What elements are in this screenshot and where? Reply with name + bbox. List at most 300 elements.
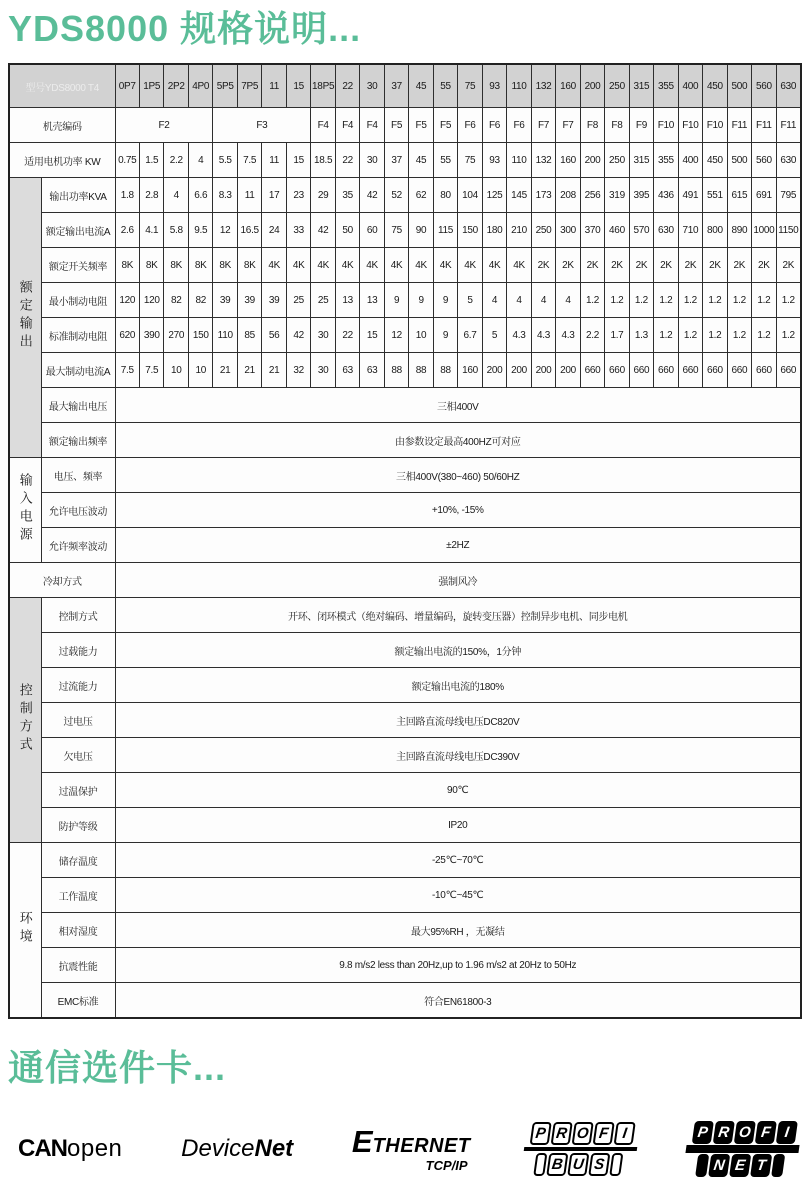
data-cell: 8K xyxy=(188,248,212,283)
page-title: YDS8000 规格说明... xyxy=(8,8,362,49)
data-cell: 21 xyxy=(262,353,286,388)
data-cell: 2.8 xyxy=(140,178,164,213)
data-cell: 60 xyxy=(360,213,384,248)
section-title-comm-cards: 通信选件卡... xyxy=(8,1046,227,1088)
spec-row xyxy=(9,143,801,178)
data-cell: 615 xyxy=(727,178,751,213)
data-cell: 39 xyxy=(213,283,237,318)
row-label: 额定输出频率 xyxy=(41,423,115,458)
row-value: 主回路直流母线电压DC820V xyxy=(115,703,801,738)
data-cell: 5.8 xyxy=(164,213,188,248)
data-cell: 30 xyxy=(360,143,384,178)
letter-box-stub xyxy=(771,1154,785,1177)
data-cell: 2K xyxy=(678,248,702,283)
data-cell: 200 xyxy=(531,353,555,388)
spec-row xyxy=(9,633,801,668)
data-cell: 75 xyxy=(384,213,408,248)
data-cell: 30 xyxy=(311,318,335,353)
spec-row xyxy=(9,178,801,213)
data-cell: 8K xyxy=(164,248,188,283)
data-cell: F5 xyxy=(384,108,408,143)
data-cell: 390 xyxy=(140,318,164,353)
data-cell: 200 xyxy=(482,353,506,388)
page xyxy=(0,6,810,1174)
spec-row xyxy=(9,64,801,108)
data-cell: 110 xyxy=(507,143,531,178)
data-cell: 6.7 xyxy=(458,318,482,353)
data-cell: 1.2 xyxy=(776,318,801,353)
row-label: 适用电机功率 KW xyxy=(9,143,115,178)
row-label: 工作温度 xyxy=(41,878,115,913)
row-value: 额定输出电流的150%，1分钟 xyxy=(115,633,801,668)
row-value: 由参数设定最高400HZ可对应 xyxy=(115,423,801,458)
data-cell: F10 xyxy=(703,108,727,143)
row-value: -10℃~45℃ xyxy=(115,878,801,913)
data-cell: 1.2 xyxy=(678,318,702,353)
data-cell: 7.5 xyxy=(140,353,164,388)
ethernet-logo-rest: THERNET xyxy=(372,1134,471,1157)
data-cell: 150 xyxy=(188,318,212,353)
data-cell: 160 xyxy=(556,143,580,178)
data-cell: F7 xyxy=(531,108,555,143)
row-label: 机壳编码 xyxy=(9,108,115,143)
letter-box: R xyxy=(713,1121,735,1144)
data-cell: 4K xyxy=(335,248,359,283)
data-cell: 200 xyxy=(556,353,580,388)
data-cell: 11 xyxy=(262,143,286,178)
group-label: 输入电源 xyxy=(9,458,41,563)
data-cell: 150 xyxy=(458,213,482,248)
data-cell: F6 xyxy=(458,108,482,143)
data-cell: 55 xyxy=(433,143,457,178)
data-cell: 9.5 xyxy=(188,213,212,248)
spec-row xyxy=(9,668,801,703)
canopen-logo-light-text: open xyxy=(67,1134,123,1162)
letter-box: P xyxy=(692,1121,714,1144)
profinet-bottom-letters xyxy=(708,1154,772,1177)
row-label: 电压、频率 xyxy=(41,458,115,493)
data-cell: 1.2 xyxy=(703,318,727,353)
letter-box: N xyxy=(708,1154,730,1177)
data-cell: 4K xyxy=(507,248,531,283)
data-cell: 180 xyxy=(482,213,506,248)
data-cell: 4K xyxy=(458,248,482,283)
spec-row xyxy=(9,703,801,738)
data-cell: 200 xyxy=(507,353,531,388)
data-cell: 2K xyxy=(654,248,678,283)
data-cell: 560 xyxy=(752,143,776,178)
data-cell: F5 xyxy=(433,108,457,143)
data-cell: 42 xyxy=(360,178,384,213)
ethernet-logo-initial: E xyxy=(351,1123,373,1159)
spec-row xyxy=(9,808,801,843)
spec-row xyxy=(9,983,801,1018)
data-cell: 32 xyxy=(286,353,310,388)
data-cell: 300 xyxy=(556,213,580,248)
data-cell: 256 xyxy=(580,178,604,213)
column-header-cell: 30 xyxy=(360,64,384,108)
data-cell: 5 xyxy=(458,283,482,318)
data-cell: 13 xyxy=(360,283,384,318)
data-cell: 30 xyxy=(311,353,335,388)
data-cell: 8K xyxy=(213,248,237,283)
data-cell: 436 xyxy=(654,178,678,213)
spec-row xyxy=(9,318,801,353)
data-cell: 660 xyxy=(752,353,776,388)
group-label: 额定输出 xyxy=(9,178,41,458)
data-cell: 88 xyxy=(409,353,433,388)
data-cell: 10 xyxy=(164,353,188,388)
column-header-cell: 93 xyxy=(482,64,506,108)
data-cell: F6 xyxy=(507,108,531,143)
data-cell: F7 xyxy=(556,108,580,143)
data-cell: F10 xyxy=(654,108,678,143)
data-cell: 75 xyxy=(458,143,482,178)
canopen-logo-bold-text: CAN xyxy=(18,1134,67,1162)
data-cell: 160 xyxy=(458,353,482,388)
devicenet-logo xyxy=(181,1135,293,1163)
data-cell: 1.2 xyxy=(678,283,702,318)
data-cell: 63 xyxy=(335,353,359,388)
data-cell: 11 xyxy=(237,178,261,213)
data-cell: 660 xyxy=(580,353,604,388)
data-cell: 9 xyxy=(409,283,433,318)
data-cell: 620 xyxy=(115,318,139,353)
data-cell: 120 xyxy=(115,283,139,318)
letter-box: R xyxy=(551,1122,573,1145)
data-cell: 1000 xyxy=(752,213,776,248)
column-header-cell: 15 xyxy=(286,64,310,108)
row-value: 额定输出电流的180% xyxy=(115,668,801,703)
spec-row xyxy=(9,423,801,458)
column-header-cell: 55 xyxy=(433,64,457,108)
data-cell: 21 xyxy=(237,353,261,388)
data-cell: 1.2 xyxy=(727,283,751,318)
row-label: EMC标准 xyxy=(41,983,115,1018)
data-cell: 110 xyxy=(213,318,237,353)
data-cell: 2K xyxy=(752,248,776,283)
data-cell: 4K xyxy=(433,248,457,283)
profinet-logo xyxy=(687,1121,798,1177)
model-header-label: 型号YDS8000 T4 xyxy=(9,64,115,108)
data-cell: 660 xyxy=(727,353,751,388)
data-cell: 82 xyxy=(164,283,188,318)
data-cell: 115 xyxy=(433,213,457,248)
profibus-bottom-letters xyxy=(546,1153,610,1176)
data-cell: 2K xyxy=(556,248,580,283)
data-cell: 8.3 xyxy=(213,178,237,213)
spec-row xyxy=(9,248,801,283)
column-header-cell: 0P7 xyxy=(115,64,139,108)
column-header-cell: 132 xyxy=(531,64,555,108)
profibus-logo xyxy=(525,1122,636,1176)
data-cell: 1.2 xyxy=(752,283,776,318)
column-header-cell: 75 xyxy=(458,64,482,108)
row-value: 主回路直流母线电压DC390V xyxy=(115,738,801,773)
row-label: 额定开关频率 xyxy=(41,248,115,283)
letter-box-stub xyxy=(695,1154,709,1177)
data-cell: 62 xyxy=(409,178,433,213)
data-cell: 660 xyxy=(678,353,702,388)
data-cell: 460 xyxy=(605,213,629,248)
data-cell: 9 xyxy=(433,318,457,353)
data-cell: F2 xyxy=(115,108,213,143)
data-cell: 25 xyxy=(286,283,310,318)
data-cell: 24 xyxy=(262,213,286,248)
data-cell: 4 xyxy=(556,283,580,318)
devicenet-logo-regular-text: Device xyxy=(181,1134,255,1162)
data-cell: 42 xyxy=(286,318,310,353)
data-cell: 1.2 xyxy=(776,283,801,318)
data-cell: 4 xyxy=(507,283,531,318)
row-label: 最小制动电阻 xyxy=(41,283,115,318)
row-value: 最大95%RH ，无凝结 xyxy=(115,913,801,948)
letter-box: E xyxy=(729,1154,751,1177)
column-header-cell: 7P5 xyxy=(237,64,261,108)
data-cell: 42 xyxy=(311,213,335,248)
data-cell: 630 xyxy=(654,213,678,248)
column-header-cell: 560 xyxy=(752,64,776,108)
data-cell: 4K xyxy=(360,248,384,283)
spec-row xyxy=(9,388,801,423)
row-label: 冷却方式 xyxy=(9,563,115,598)
data-cell: 25 xyxy=(311,283,335,318)
ethernet-logo-tcpip: TCP/IP xyxy=(425,1157,468,1173)
data-cell: 23 xyxy=(286,178,310,213)
data-cell: 395 xyxy=(629,178,653,213)
data-cell: 800 xyxy=(703,213,727,248)
data-cell: 35 xyxy=(335,178,359,213)
data-cell: F4 xyxy=(360,108,384,143)
data-cell: 16.5 xyxy=(237,213,261,248)
letter-box: I xyxy=(614,1122,636,1145)
data-cell: 2K xyxy=(580,248,604,283)
data-cell: 4.3 xyxy=(531,318,555,353)
data-cell: 4 xyxy=(531,283,555,318)
data-cell: 5 xyxy=(482,318,506,353)
data-cell: 450 xyxy=(703,143,727,178)
data-cell: 39 xyxy=(237,283,261,318)
data-cell: 1.2 xyxy=(703,283,727,318)
row-label: 最大制动电流A xyxy=(41,353,115,388)
spec-row xyxy=(9,213,801,248)
column-header-cell: 110 xyxy=(507,64,531,108)
data-cell: 250 xyxy=(605,143,629,178)
data-cell: 1150 xyxy=(776,213,801,248)
column-header-cell: 37 xyxy=(384,64,408,108)
row-label: 允许频率波动 xyxy=(41,528,115,563)
spec-row xyxy=(9,458,801,493)
data-cell: 88 xyxy=(433,353,457,388)
data-cell: 22 xyxy=(335,318,359,353)
spec-row xyxy=(9,948,801,983)
row-label: 标准制动电阻 xyxy=(41,318,115,353)
data-cell: 6.6 xyxy=(188,178,212,213)
data-cell: 500 xyxy=(727,143,751,178)
data-cell: F3 xyxy=(213,108,311,143)
data-cell: 21 xyxy=(213,353,237,388)
data-cell: 270 xyxy=(164,318,188,353)
profinet-bar xyxy=(685,1145,799,1153)
data-cell: 9 xyxy=(384,283,408,318)
data-cell: 5.5 xyxy=(213,143,237,178)
data-cell: 39 xyxy=(262,283,286,318)
column-header-cell: 200 xyxy=(580,64,604,108)
data-cell: F4 xyxy=(335,108,359,143)
data-cell: 13 xyxy=(335,283,359,318)
data-cell: 37 xyxy=(384,143,408,178)
letter-box: T xyxy=(750,1154,772,1177)
data-cell: 82 xyxy=(188,283,212,318)
row-label: 过电压 xyxy=(41,703,115,738)
devicenet-logo-bold-text: Net xyxy=(254,1134,294,1162)
data-cell: 173 xyxy=(531,178,555,213)
data-cell: 208 xyxy=(556,178,580,213)
group-label: 环境 xyxy=(9,843,41,1018)
letter-box: O xyxy=(572,1122,594,1145)
data-cell: 15 xyxy=(360,318,384,353)
spec-row xyxy=(9,843,801,878)
data-cell: 200 xyxy=(580,143,604,178)
spec-row xyxy=(9,738,801,773)
data-cell: 890 xyxy=(727,213,751,248)
data-cell: 4 xyxy=(188,143,212,178)
data-cell: 660 xyxy=(654,353,678,388)
data-cell: 56 xyxy=(262,318,286,353)
row-value: ±2HZ xyxy=(115,528,801,563)
spec-row xyxy=(9,108,801,143)
data-cell: 1.2 xyxy=(629,283,653,318)
data-cell: 85 xyxy=(237,318,261,353)
profibus-bottom-row xyxy=(525,1153,631,1176)
row-value: IP20 xyxy=(115,808,801,843)
spec-row xyxy=(9,773,801,808)
data-cell: 2K xyxy=(531,248,555,283)
data-cell: 33 xyxy=(286,213,310,248)
column-header-cell: 4P0 xyxy=(188,64,212,108)
row-label: 过载能力 xyxy=(41,633,115,668)
data-cell: F11 xyxy=(776,108,801,143)
row-label: 允许电压波动 xyxy=(41,493,115,528)
row-label: 额定输出电流A xyxy=(41,213,115,248)
spec-row xyxy=(9,913,801,948)
column-header-cell: 250 xyxy=(605,64,629,108)
ethernet-logo-main xyxy=(351,1123,471,1159)
row-label: 欠电压 xyxy=(41,738,115,773)
data-cell: 4K xyxy=(384,248,408,283)
data-cell: F8 xyxy=(605,108,629,143)
row-label: 抗震性能 xyxy=(41,948,115,983)
letter-box-stub xyxy=(533,1153,547,1176)
spec-row xyxy=(9,528,801,563)
data-cell: F5 xyxy=(409,108,433,143)
data-cell: F6 xyxy=(482,108,506,143)
data-cell: 15 xyxy=(286,143,310,178)
data-cell: 370 xyxy=(580,213,604,248)
letter-box-stub xyxy=(609,1153,623,1176)
group-label: 控制方式 xyxy=(9,598,41,843)
data-cell: 2K xyxy=(605,248,629,283)
data-cell: F10 xyxy=(678,108,702,143)
data-cell: 2.6 xyxy=(115,213,139,248)
data-cell: 660 xyxy=(703,353,727,388)
column-header-cell: 400 xyxy=(678,64,702,108)
data-cell: 1.2 xyxy=(654,283,678,318)
data-cell: F11 xyxy=(752,108,776,143)
data-cell: 1.2 xyxy=(605,283,629,318)
data-cell: 22 xyxy=(335,143,359,178)
spec-row xyxy=(9,878,801,913)
profibus-top-row xyxy=(530,1122,636,1145)
data-cell: 1.2 xyxy=(727,318,751,353)
letter-box: F xyxy=(593,1122,615,1145)
data-cell: 2K xyxy=(629,248,653,283)
row-value: 三相400V xyxy=(115,388,801,423)
row-label: 储存温度 xyxy=(41,843,115,878)
data-cell: 2K xyxy=(727,248,751,283)
column-header-cell: 1P5 xyxy=(140,64,164,108)
column-header-cell: 18P5 xyxy=(311,64,335,108)
row-label: 过温保护 xyxy=(41,773,115,808)
data-cell: F11 xyxy=(727,108,751,143)
data-cell: 1.2 xyxy=(654,318,678,353)
column-header-cell: 11 xyxy=(262,64,286,108)
letter-box: I xyxy=(776,1121,798,1144)
data-cell: 7.5 xyxy=(115,353,139,388)
data-cell: 1.2 xyxy=(580,283,604,318)
data-cell: 570 xyxy=(629,213,653,248)
spec-row xyxy=(9,563,801,598)
data-cell: 17 xyxy=(262,178,286,213)
column-header-cell: 2P2 xyxy=(164,64,188,108)
data-cell: 12 xyxy=(213,213,237,248)
row-value: +10%, -15% xyxy=(115,493,801,528)
data-cell: F8 xyxy=(580,108,604,143)
row-label: 相对湿度 xyxy=(41,913,115,948)
row-label: 控制方式 xyxy=(41,598,115,633)
data-cell: 7.5 xyxy=(237,143,261,178)
column-header-cell: 355 xyxy=(654,64,678,108)
data-cell: 691 xyxy=(752,178,776,213)
data-cell: 63 xyxy=(360,353,384,388)
row-value: 符合EN61800-3 xyxy=(115,983,801,1018)
data-cell: 10 xyxy=(409,318,433,353)
data-cell: 120 xyxy=(140,283,164,318)
data-cell: 660 xyxy=(605,353,629,388)
row-value: 开环、闭环模式（绝对编码、增量编码，旋转变压器）控制异步电机、同步电机 xyxy=(115,598,801,633)
data-cell: 29 xyxy=(311,178,335,213)
profinet-top-row xyxy=(692,1121,798,1144)
data-cell: 660 xyxy=(776,353,801,388)
profinet-bottom-row xyxy=(687,1154,793,1177)
column-header-cell: 315 xyxy=(629,64,653,108)
data-cell: 18.5 xyxy=(311,143,335,178)
data-cell: 88 xyxy=(384,353,408,388)
data-cell: 4 xyxy=(164,178,188,213)
data-cell: 210 xyxy=(507,213,531,248)
letter-box: S xyxy=(588,1153,610,1176)
column-header-cell: 630 xyxy=(776,64,801,108)
ethernet-tcpip-logo xyxy=(351,1123,471,1173)
data-cell: F4 xyxy=(311,108,335,143)
row-value: 9.8 m/s2 less than 20Hz,up to 1.96 m/s2 at 20Hz to 50Hz xyxy=(115,948,801,983)
data-cell: 710 xyxy=(678,213,702,248)
data-cell: 132 xyxy=(531,143,555,178)
data-cell: 1.2 xyxy=(752,318,776,353)
data-cell: 400 xyxy=(678,143,702,178)
row-label: 过流能力 xyxy=(41,668,115,703)
data-cell: 12 xyxy=(384,318,408,353)
